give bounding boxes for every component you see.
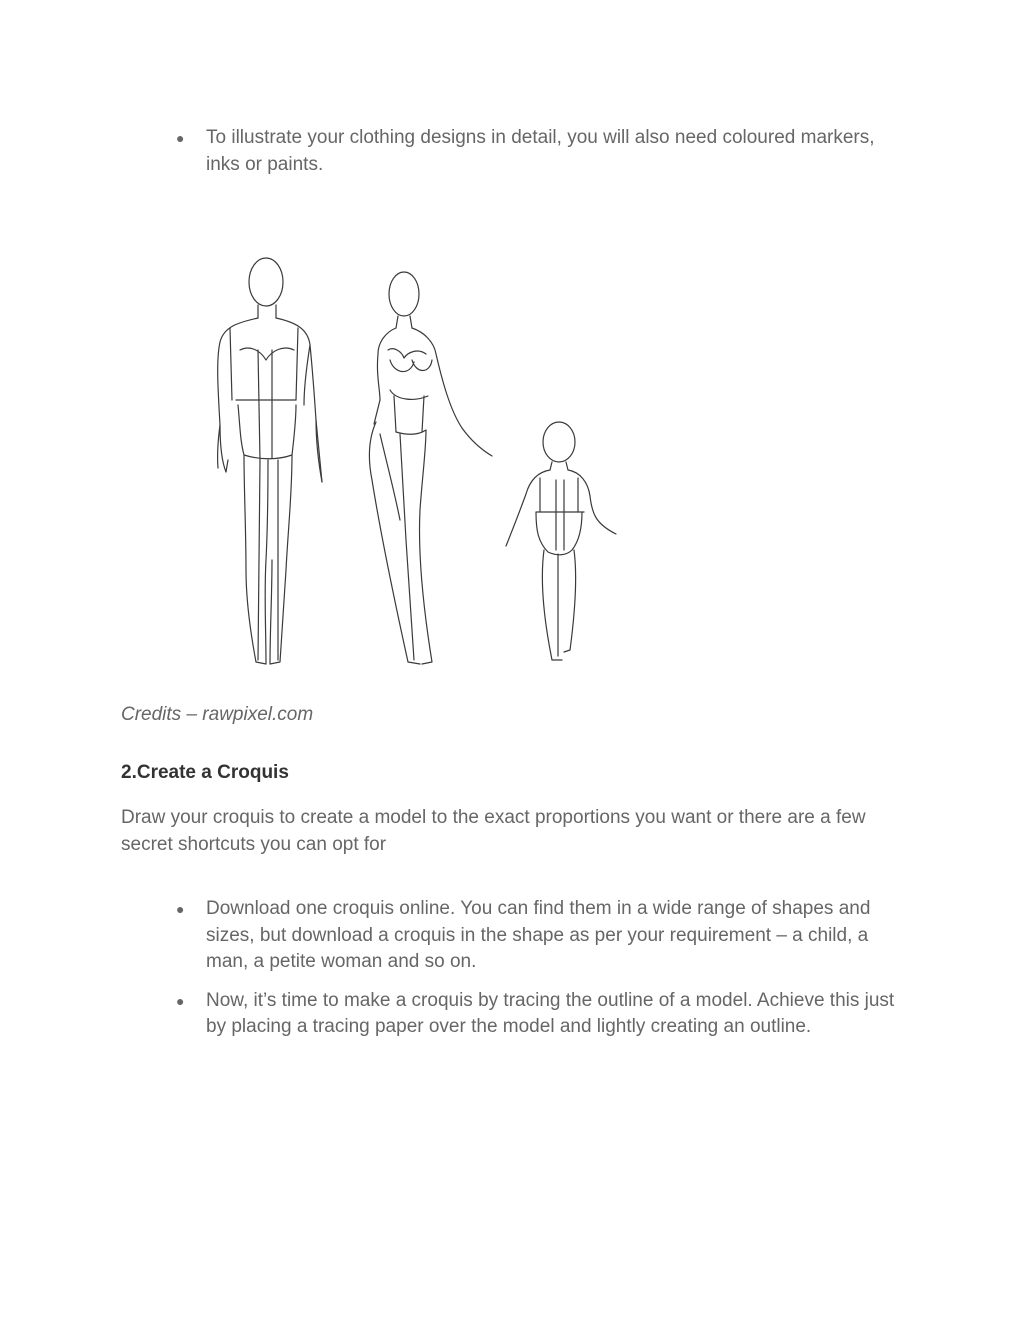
- man-croquis-figure: [218, 258, 322, 664]
- bullet-icon: ●: [176, 992, 185, 1009]
- list-item: [121, 896, 911, 976]
- woman-croquis-figure: [369, 272, 492, 664]
- list-item: [121, 988, 911, 1041]
- bullet-list-croquis-tips: [121, 896, 911, 1053]
- list-item-text: To illustrate your clothing designs in detail, you will also need coloured markers, inks or paints.: [206, 127, 875, 175]
- section-paragraph: Draw your croquis to create a model to the exact proportions you want or there are a few secret shortcuts you can opt for: [121, 807, 866, 855]
- bullet-icon: ●: [176, 130, 185, 146]
- bullet-icon: ●: [176, 901, 185, 917]
- bullet-list-materials: [121, 125, 911, 178]
- child-croquis-figure: [506, 422, 616, 660]
- list-item-text: Now, it’s time to make a croquis by tracing the outline of a model. Achieve this just by placing a tracing paper over the model and lightly creating an outline.: [206, 989, 895, 1037]
- image-credit-caption: Credits – rawpixel.com: [121, 704, 314, 725]
- section-heading: 2.Create a Croquis: [121, 762, 289, 783]
- croquis-figures-illustration: [200, 250, 630, 675]
- list-item-text: Download one croquis online. You can find them in a wide range of shapes and sizes, but download a croquis in the shape as per your requirement – a child, a man, a petite woman and so on.: [206, 898, 871, 972]
- list-item: [121, 125, 911, 178]
